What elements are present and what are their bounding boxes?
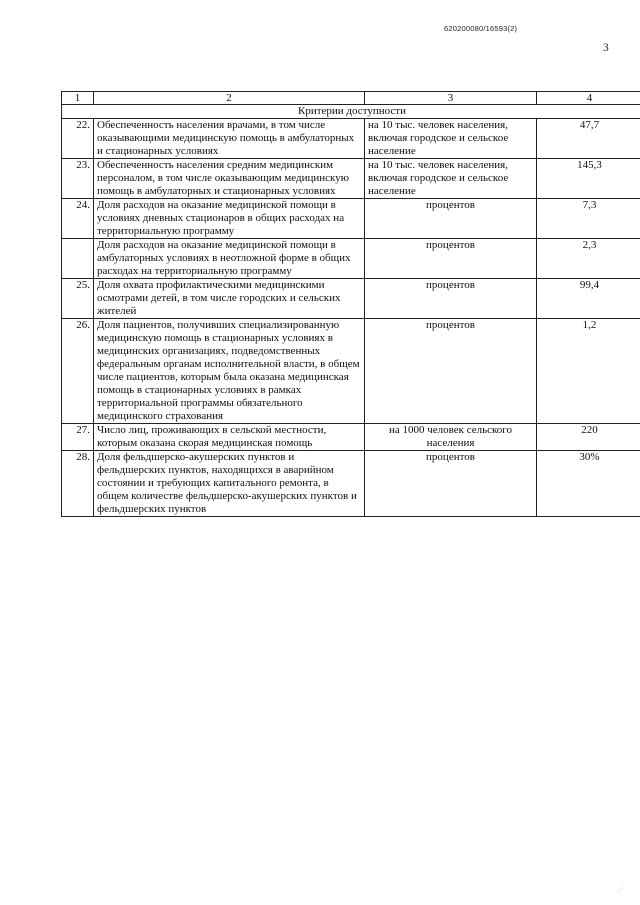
page-number: 3 xyxy=(603,42,609,54)
indicator-name: Обеспеченность населения врачами, в том числе оказывающими медицинскую помощь в амбулаторных и стационарных условиях xyxy=(94,119,365,159)
row-number xyxy=(62,239,94,279)
row-number: 22. xyxy=(62,119,94,159)
indicator-value: 47,7 xyxy=(537,119,640,159)
unit-of-measure: на 10 тыс. человек населения, включая городское и сельское население xyxy=(365,159,537,199)
column-header-4: 4 xyxy=(537,92,640,105)
indicator-value: 2,3 xyxy=(537,239,640,279)
unit-of-measure: процентов xyxy=(365,451,537,517)
row-number: 23. xyxy=(62,159,94,199)
row-number: 28. xyxy=(62,451,94,517)
unit-of-measure: на 10 тыс. человек населения, включая городское и сельское население xyxy=(365,119,537,159)
column-header-2: 2 xyxy=(94,92,365,105)
criteria-table xyxy=(61,91,640,517)
indicator-name: Обеспеченность населения средним медицинским персоналом, в том числе оказывающим медицинскую помощь в амбулаторных и стационарных условиях xyxy=(94,159,365,199)
column-header-1: 1 xyxy=(62,92,94,105)
row-number: 24. xyxy=(62,199,94,239)
indicator-name: Доля расходов на оказание медицинской помощи в условиях дневных стационаров в общих расходах на территориальную программу xyxy=(94,199,365,239)
row-number: 26. xyxy=(62,319,94,424)
indicator-value: 30% xyxy=(537,451,640,517)
indicator-value: 220 xyxy=(537,424,640,451)
indicator-value: 145,3 xyxy=(537,159,640,199)
indicator-value: 1,2 xyxy=(537,319,640,424)
indicator-name: Доля охвата профилактическими медицинскими осмотрами детей, в том числе городских и сельских жителей xyxy=(94,279,365,319)
table-row xyxy=(62,451,640,517)
unit-of-measure: процентов xyxy=(365,239,537,279)
document-id: 620200080/16593(2) xyxy=(444,24,518,33)
table-header-row xyxy=(62,92,640,105)
unit-of-measure: процентов xyxy=(365,199,537,239)
table-row xyxy=(62,424,640,451)
table-row xyxy=(62,239,640,279)
indicator-name: Число лиц, проживающих в сельской местности, которым оказана скорая медицинская помощь xyxy=(94,424,365,451)
table-row xyxy=(62,159,640,199)
section-row xyxy=(62,105,640,119)
scan-mark: · ˈ xyxy=(618,888,624,894)
indicator-value: 7,3 xyxy=(537,199,640,239)
indicator-name: Доля фельдшерско-акушерских пунктов и фельдшерских пунктов, находящихся в аварийном состоянии и требующих капитального ремонта, в общем количестве фельдшерско-акушерских пунктов и фельдшерских пунктов xyxy=(94,451,365,517)
indicator-value: 99,4 xyxy=(537,279,640,319)
table-row xyxy=(62,199,640,239)
column-header-3: 3 xyxy=(365,92,537,105)
section-title: Критерии доступности xyxy=(62,105,640,119)
table-row xyxy=(62,319,640,424)
unit-of-measure: на 1000 человек сельского населения xyxy=(365,424,537,451)
unit-of-measure: процентов xyxy=(365,279,537,319)
table-row xyxy=(62,119,640,159)
indicator-name: Доля расходов на оказание медицинской помощи в амбулаторных условиях в неотложной форме в общих расходах на территориальную программу xyxy=(94,239,365,279)
row-number: 25. xyxy=(62,279,94,319)
indicator-name: Доля пациентов, получивших специализированную медицинскую помощь в стационарных условиях в медицинских организациях, подведомственных федеральным органам исполнительной власти, в общем числе пациентов, которым была оказана медицинская помощь в стационарных условиях в рамках территориальной программы обязательного медицинского страхования xyxy=(94,319,365,424)
table-row xyxy=(62,279,640,319)
unit-of-measure: процентов xyxy=(365,319,537,424)
row-number: 27. xyxy=(62,424,94,451)
